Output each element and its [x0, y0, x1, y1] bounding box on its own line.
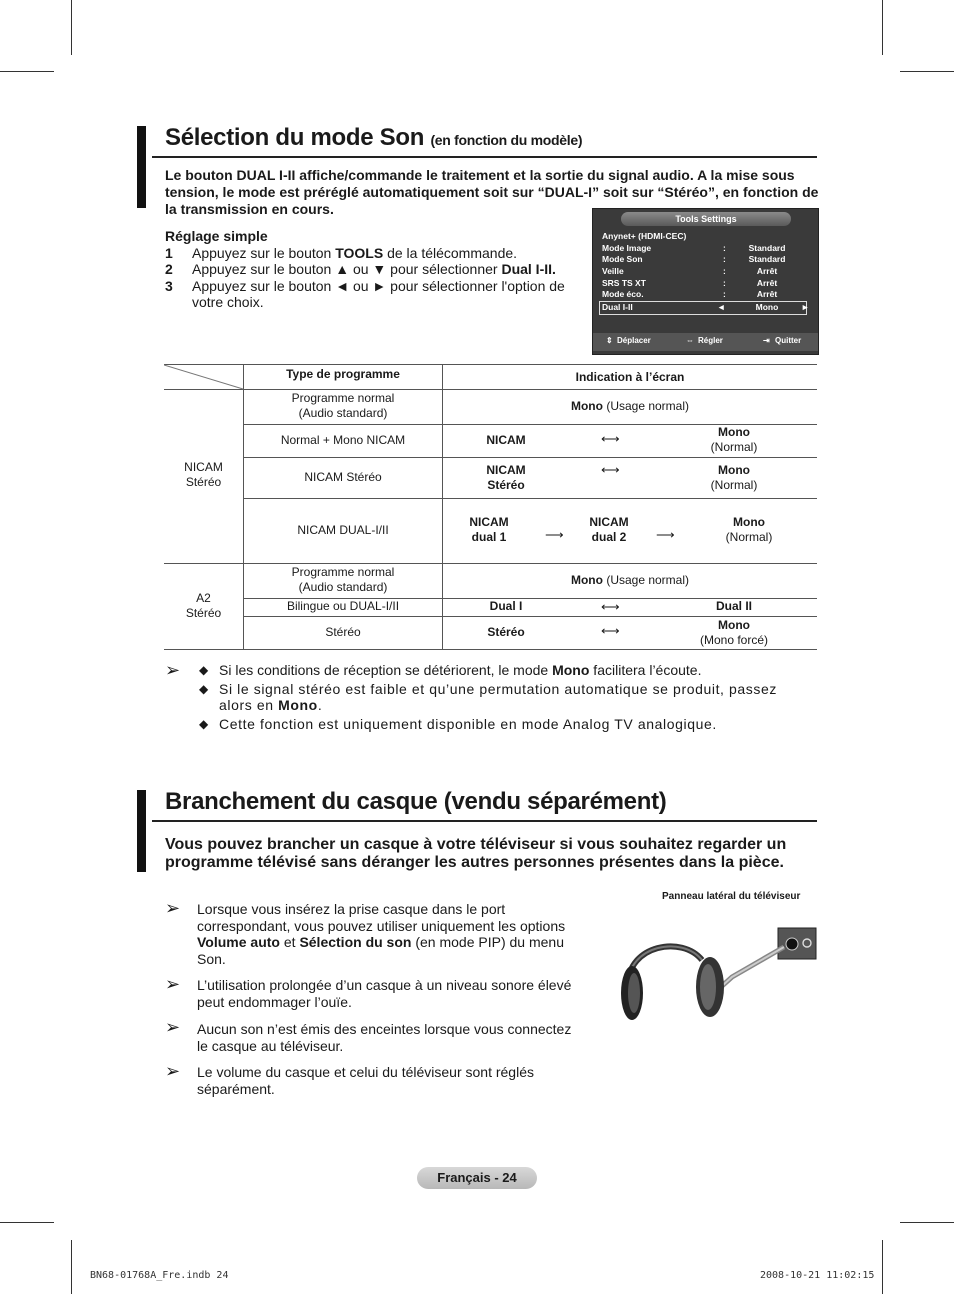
- crop-mark: [0, 71, 54, 72]
- note-2: Si le signal stéréo est faible et qu’une permutation automatique se produit, passez alors en Mono.: [219, 681, 777, 713]
- note-arrow-icon: ➢: [165, 1061, 181, 1081]
- prog-cell: NICAM DUAL-I/II: [297, 523, 389, 537]
- prog-cell: Stéréo: [325, 625, 361, 639]
- ind-cell: Mono (Normal): [725, 515, 773, 544]
- crop-mark: [900, 1222, 954, 1223]
- osd-adjust-label: Régler: [698, 336, 723, 345]
- osd-exit-label: Quitter: [775, 336, 802, 345]
- note-arrow-icon: ➢: [165, 1017, 181, 1037]
- intro-text: Le bouton DUAL I-II affiche/commande le traitement et la sortie du signal audio. A la mise sous tension, le mode est préréglé automatiquement soit sur “DUAL-I” soit sur “Stéréo”, en fonction de la transmission en cours.: [165, 167, 819, 217]
- ind-cell: NICAM dual 1: [469, 515, 509, 544]
- tools-settings-osd: [592, 208, 819, 355]
- prog-cell: Normal + Mono NICAM: [280, 433, 406, 447]
- ind-cell: Stéréo: [487, 625, 525, 639]
- ind-cell: Mono (Normal): [710, 425, 758, 454]
- note-arrow-icon: ➢: [165, 898, 181, 918]
- ind-cell: NICAM: [486, 433, 526, 447]
- footer-date: 2008-10-21 11:02:15: [760, 1270, 875, 1281]
- page-number-badge: Français - 24: [417, 1167, 537, 1189]
- bullet-icon: ◆: [199, 717, 209, 731]
- crop-mark: [900, 71, 954, 72]
- left-arrow-icon: ◄: [717, 302, 726, 312]
- osd-anynet: Anynet+ (HDMI-CEC): [602, 231, 687, 241]
- updown-icon: ⇕: [606, 336, 613, 345]
- ind-cell: Dual II: [715, 599, 752, 613]
- right-arrow-icon: ⟶: [545, 527, 564, 542]
- prog-cell: NICAM Stéréo: [304, 470, 382, 484]
- header-diagonal: [164, 364, 244, 390]
- osd-row: Mode Son : Standard: [602, 254, 786, 264]
- right-arrow-icon: ►: [801, 302, 810, 312]
- section-bar-gap: [146, 790, 152, 872]
- section-title: Sélection du mode Son (en fonction du modèle): [165, 124, 583, 151]
- panel-label: Panneau latéral du téléviseur: [662, 891, 801, 902]
- section-title-suffix: (en fonction du modèle): [430, 132, 583, 148]
- osd-footer: [593, 333, 818, 351]
- crop-mark: [71, 0, 72, 55]
- note-3: Cette fonction est uniquement disponible en mode Analog TV analogique.: [219, 716, 717, 732]
- ind-cell: NICAM dual 2: [589, 515, 629, 544]
- note-arrow-icon: ➢: [165, 660, 181, 680]
- header-program: Type de programme: [286, 367, 400, 381]
- bullet-icon: ◆: [199, 682, 209, 696]
- crop-mark: [71, 1240, 72, 1294]
- section-title: Branchement du casque (vendu séparément): [165, 788, 667, 815]
- crop-mark: [882, 1240, 883, 1294]
- ind-cell: NICAM Stéréo: [486, 463, 526, 492]
- header-indication: Indication à l’écran: [575, 370, 685, 384]
- osd-row: Mode éco. : Arrêt: [602, 289, 778, 299]
- footer-file: BN68-01768A_Fre.indb 24: [90, 1270, 229, 1281]
- headphone-note-1: Lorsque vous insérez la prise casque dans le port correspondant, vous pouvez utiliser uniquement les options Volume auto et Sélection du son (en mode PIP) du menu Son.: [197, 901, 566, 967]
- both-arrow-icon: ⟷: [601, 462, 620, 477]
- step-2: 2 Appuyez sur le bouton ▲ ou ▼ pour sélectionner Dual I-II.: [165, 261, 556, 277]
- easy-setup-title: Réglage simple: [165, 228, 268, 244]
- ind-cell: Mono (Normal): [710, 463, 758, 492]
- osd-move-label: Déplacer: [617, 336, 651, 345]
- audio-mode-table: [164, 364, 817, 650]
- section-bar-gap: [146, 126, 152, 208]
- prog-cell: Programme normal (Audio standard): [291, 565, 395, 594]
- osd-row: Veille : Arrêt: [602, 266, 778, 276]
- headphone-intro: Vous pouvez brancher un casque à votre téléviseur si vous souhaitez regarder un programme télévisé sans déranger les autres personnes présentes dans la pièce.: [165, 836, 787, 871]
- group-nicam: NICAM Stéréo: [184, 460, 223, 489]
- osd-title: Tools Settings: [621, 212, 791, 226]
- headphone-illustration: [612, 925, 818, 1025]
- both-arrow-icon: ⟷: [601, 623, 620, 638]
- osd-row: Mode Image : Standard: [602, 243, 786, 253]
- ind-cell: Mono (Usage normal): [570, 399, 690, 413]
- step-1: 1 Appuyez sur le bouton TOOLS de la télécommande.: [165, 244, 518, 261]
- leftright-icon: ⇔: [686, 336, 694, 345]
- ind-cell: Mono (Mono forcé): [699, 618, 769, 647]
- both-arrow-icon: ⟷: [601, 599, 620, 614]
- ind-cell: Mono (Usage normal): [570, 573, 690, 587]
- title-rule: [152, 820, 817, 822]
- osd-row: SRS TS XT : Arrêt: [602, 278, 778, 288]
- note-1: Si les conditions de réception se détériorent, le mode Mono facilitera l’écoute.: [219, 662, 702, 678]
- bullet-icon: ◆: [199, 663, 209, 677]
- headphone-note-3: Aucun son n’est émis des enceintes lorsque vous connectez le casque au téléviseur.: [197, 1021, 572, 1054]
- headphone-note-2: L’utilisation prolongée d’un casque à un niveau sonore élevé peut endommager l’ouïe.: [197, 977, 572, 1010]
- prog-cell: Bilingue ou DUAL-I/II: [286, 599, 400, 613]
- crop-mark: [882, 0, 883, 55]
- note-arrow-icon: ➢: [165, 974, 181, 994]
- prog-cell: Programme normal (Audio standard): [291, 391, 395, 420]
- title-rule: [152, 156, 817, 158]
- osd-dual-row: Dual I-II ◄ Mono ►: [602, 302, 810, 312]
- exit-icon: ⇥: [763, 336, 770, 345]
- easy-setup: [165, 228, 585, 311]
- group-a2: A2 Stéréo: [185, 591, 222, 620]
- both-arrow-icon: ⟷: [601, 431, 620, 446]
- right-arrow-icon: ⟶: [656, 527, 675, 542]
- headphone-note-4: Le volume du casque et celui du téléviseur sont réglés séparément.: [197, 1064, 534, 1097]
- ind-cell: Dual I: [489, 599, 523, 613]
- crop-mark: [0, 1222, 54, 1223]
- step-3: 3 Appuyez sur le bouton ◄ ou ► pour sélectionner l'option de votre choix.: [165, 277, 565, 310]
